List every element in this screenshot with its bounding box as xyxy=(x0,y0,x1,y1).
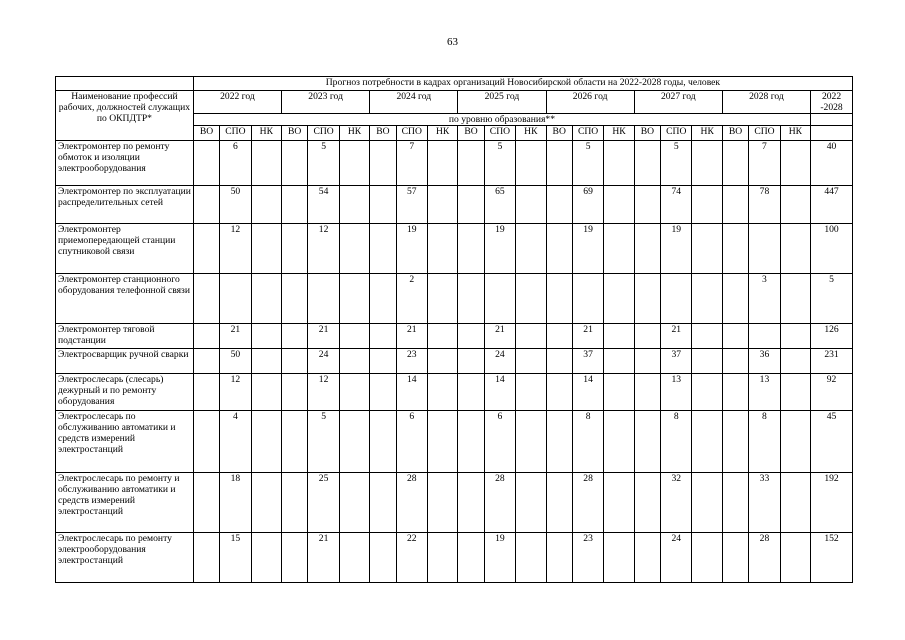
total-value: 40 xyxy=(811,141,853,186)
profession-name: Электромонтер станционного оборудования телефонной связи xyxy=(56,274,194,324)
nk-cell xyxy=(427,186,457,224)
spo-value xyxy=(572,274,603,324)
education-level-subheader: СПО xyxy=(308,126,339,141)
nk-cell xyxy=(427,374,457,411)
nk-cell xyxy=(692,141,722,186)
spo-value: 5 xyxy=(661,141,692,186)
vo-cell xyxy=(458,324,484,349)
nk-cell xyxy=(251,324,281,349)
total-value: 5 xyxy=(811,274,853,324)
spo-value: 78 xyxy=(749,186,780,224)
nk-cell xyxy=(780,324,810,349)
nk-cell xyxy=(516,349,546,374)
spo-value: 21 xyxy=(484,324,515,349)
education-level-subheader: ВО xyxy=(370,126,396,141)
vo-cell xyxy=(634,349,660,374)
vo-cell xyxy=(458,141,484,186)
vo-cell xyxy=(546,374,572,411)
vo-cell xyxy=(634,224,660,274)
vo-cell xyxy=(193,533,219,583)
nk-cell xyxy=(516,473,546,533)
total-value: 447 xyxy=(811,186,853,224)
nk-cell xyxy=(251,224,281,274)
vo-cell xyxy=(370,186,396,224)
spo-value: 24 xyxy=(308,349,339,374)
vo-cell xyxy=(722,374,748,411)
vo-cell xyxy=(370,533,396,583)
spo-value: 23 xyxy=(572,533,603,583)
spo-value: 7 xyxy=(396,141,427,186)
nk-cell xyxy=(780,186,810,224)
year-header: 2027 год xyxy=(634,91,722,114)
vo-cell xyxy=(634,533,660,583)
nk-cell xyxy=(780,473,810,533)
vo-cell xyxy=(634,186,660,224)
vo-cell xyxy=(193,374,219,411)
vo-cell xyxy=(193,324,219,349)
table-row xyxy=(56,411,853,473)
nk-cell xyxy=(427,141,457,186)
spo-value: 21 xyxy=(661,324,692,349)
spo-value: 37 xyxy=(572,349,603,374)
nk-cell xyxy=(780,224,810,274)
spo-value: 21 xyxy=(308,533,339,583)
vo-cell xyxy=(370,473,396,533)
nk-cell xyxy=(692,186,722,224)
vo-cell xyxy=(722,473,748,533)
nk-cell xyxy=(692,411,722,473)
nk-cell xyxy=(604,274,634,324)
education-level-subheader: ВО xyxy=(282,126,308,141)
spo-value: 15 xyxy=(220,533,251,583)
table-row xyxy=(56,141,853,186)
table-row xyxy=(56,533,853,583)
vo-cell xyxy=(458,533,484,583)
table-row xyxy=(56,374,853,411)
education-level-subheader: НК xyxy=(339,126,369,141)
profession-name: Электромонтер приемопередающей станции спутниковой связи xyxy=(56,224,194,274)
spo-value: 32 xyxy=(661,473,692,533)
profession-name: Электромонтер по ремонту обмоток и изоляции электрооборудования xyxy=(56,141,194,186)
profession-name: Электросварщик ручной сварки xyxy=(56,349,194,374)
spo-value: 28 xyxy=(749,533,780,583)
spo-value: 33 xyxy=(749,473,780,533)
spo-value: 6 xyxy=(220,141,251,186)
vo-cell xyxy=(193,274,219,324)
spo-value: 5 xyxy=(572,141,603,186)
table-row xyxy=(56,224,853,274)
spo-value: 24 xyxy=(484,349,515,374)
total-header: 2022 -2028 xyxy=(811,91,853,114)
vo-cell xyxy=(722,224,748,274)
spo-value xyxy=(308,274,339,324)
profession-name: Электромонтер по эксплуатации распределительных сетей xyxy=(56,186,194,224)
spo-value: 12 xyxy=(308,224,339,274)
nk-cell xyxy=(604,473,634,533)
nk-cell xyxy=(692,473,722,533)
spo-value: 65 xyxy=(484,186,515,224)
nk-cell xyxy=(339,374,369,411)
spo-value: 19 xyxy=(572,224,603,274)
nk-cell xyxy=(251,141,281,186)
table-row xyxy=(56,186,853,224)
nk-cell xyxy=(516,274,546,324)
spo-value: 28 xyxy=(572,473,603,533)
vo-cell xyxy=(282,533,308,583)
profession-name: Электрослесарь по ремонту электрооборудования электростанций xyxy=(56,533,194,583)
spo-value xyxy=(220,274,251,324)
vo-cell xyxy=(722,324,748,349)
vo-cell xyxy=(546,274,572,324)
nk-cell xyxy=(339,186,369,224)
nk-cell xyxy=(339,274,369,324)
year-header: 2023 год xyxy=(282,91,370,114)
profession-name: Электрослесарь по обслуживанию автоматики и средств измерений электростанций xyxy=(56,411,194,473)
nk-cell xyxy=(427,411,457,473)
vo-cell xyxy=(282,324,308,349)
vo-cell xyxy=(458,224,484,274)
nk-cell xyxy=(516,186,546,224)
education-level-subheader: НК xyxy=(780,126,810,141)
spo-value: 14 xyxy=(572,374,603,411)
nk-cell xyxy=(516,533,546,583)
total-value: 92 xyxy=(811,374,853,411)
vo-cell xyxy=(546,224,572,274)
nk-cell xyxy=(427,274,457,324)
nk-cell xyxy=(780,141,810,186)
nk-cell xyxy=(427,349,457,374)
vo-cell xyxy=(282,224,308,274)
nk-cell xyxy=(339,324,369,349)
spo-value: 19 xyxy=(484,533,515,583)
education-level-header: по уровню образования** xyxy=(193,114,810,126)
nk-cell xyxy=(692,324,722,349)
forecast-table xyxy=(55,76,853,583)
vo-cell xyxy=(193,349,219,374)
nk-cell xyxy=(692,374,722,411)
nk-cell xyxy=(427,224,457,274)
vo-cell xyxy=(370,324,396,349)
vo-cell xyxy=(722,141,748,186)
vo-cell xyxy=(722,274,748,324)
vo-cell xyxy=(370,141,396,186)
vo-cell xyxy=(193,186,219,224)
forecast-header: Прогноз потребности в кадрах организаций Новосибирской области на 2022-2028 годы, человек xyxy=(193,77,852,91)
vo-cell xyxy=(634,473,660,533)
table-row xyxy=(56,473,853,533)
education-level-subheader: ВО xyxy=(193,126,219,141)
spo-value: 28 xyxy=(396,473,427,533)
vo-cell xyxy=(458,349,484,374)
spo-value: 8 xyxy=(661,411,692,473)
vo-cell xyxy=(282,374,308,411)
vo-cell xyxy=(634,374,660,411)
vo-cell xyxy=(458,374,484,411)
nk-cell xyxy=(516,374,546,411)
vo-cell xyxy=(370,374,396,411)
nk-cell xyxy=(604,224,634,274)
nk-cell xyxy=(604,374,634,411)
education-level-subheader: СПО xyxy=(396,126,427,141)
spo-value: 19 xyxy=(396,224,427,274)
table-row xyxy=(56,324,853,349)
vo-cell xyxy=(546,349,572,374)
spo-value xyxy=(484,274,515,324)
nk-cell xyxy=(251,374,281,411)
nk-cell xyxy=(339,224,369,274)
nk-cell xyxy=(780,374,810,411)
spo-value: 14 xyxy=(396,374,427,411)
nk-cell xyxy=(516,224,546,274)
spo-value: 24 xyxy=(661,533,692,583)
spo-value: 4 xyxy=(220,411,251,473)
education-level-subheader: НК xyxy=(427,126,457,141)
vo-cell xyxy=(282,411,308,473)
nk-cell xyxy=(251,411,281,473)
nk-cell xyxy=(780,411,810,473)
vo-cell xyxy=(722,411,748,473)
nk-cell xyxy=(516,141,546,186)
education-level-subheader: ВО xyxy=(634,126,660,141)
spo-value: 54 xyxy=(308,186,339,224)
vo-cell xyxy=(282,349,308,374)
spo-value: 6 xyxy=(396,411,427,473)
table-row xyxy=(56,274,853,324)
vo-cell xyxy=(722,533,748,583)
vo-cell xyxy=(634,324,660,349)
vo-cell xyxy=(546,411,572,473)
nk-cell xyxy=(604,186,634,224)
vo-cell xyxy=(370,224,396,274)
nk-cell xyxy=(692,224,722,274)
spo-value: 19 xyxy=(484,224,515,274)
nk-cell xyxy=(251,186,281,224)
spo-value: 23 xyxy=(396,349,427,374)
spo-value: 74 xyxy=(661,186,692,224)
spo-value: 3 xyxy=(749,274,780,324)
nk-cell xyxy=(780,274,810,324)
spo-value: 2 xyxy=(396,274,427,324)
education-level-subheader: НК xyxy=(251,126,281,141)
table-row xyxy=(56,349,853,374)
nk-cell xyxy=(780,349,810,374)
nk-cell xyxy=(339,473,369,533)
profession-name-header: Наименование профессий рабочих, должностей служащих по ОКПДТР* xyxy=(56,91,194,141)
spo-value: 21 xyxy=(308,324,339,349)
profession-name: Электрослесарь по ремонту и обслуживанию автоматики и средств измерений электростанций xyxy=(56,473,194,533)
nk-cell xyxy=(604,349,634,374)
spo-value: 8 xyxy=(749,411,780,473)
spo-value: 18 xyxy=(220,473,251,533)
spo-value xyxy=(749,224,780,274)
vo-cell xyxy=(458,274,484,324)
year-header: 2022 год xyxy=(193,91,281,114)
year-header: 2026 год xyxy=(546,91,634,114)
total-value: 100 xyxy=(811,224,853,274)
nk-cell xyxy=(427,533,457,583)
spo-value: 22 xyxy=(396,533,427,583)
year-header: 2025 год xyxy=(458,91,546,114)
spo-value: 12 xyxy=(220,374,251,411)
education-level-subheader: СПО xyxy=(484,126,515,141)
profession-name: Электромонтер тяговой подстанции xyxy=(56,324,194,349)
total-value: 192 xyxy=(811,473,853,533)
vo-cell xyxy=(193,224,219,274)
vo-cell xyxy=(282,186,308,224)
spo-value: 28 xyxy=(484,473,515,533)
vo-cell xyxy=(722,186,748,224)
education-level-subheader: ВО xyxy=(722,126,748,141)
spo-value: 8 xyxy=(572,411,603,473)
vo-cell xyxy=(546,533,572,583)
nk-cell xyxy=(692,274,722,324)
spo-value: 25 xyxy=(308,473,339,533)
spo-value: 13 xyxy=(749,374,780,411)
education-level-subheader: СПО xyxy=(661,126,692,141)
vo-cell xyxy=(546,186,572,224)
nk-cell xyxy=(604,324,634,349)
nk-cell xyxy=(339,533,369,583)
spo-value xyxy=(749,324,780,349)
nk-cell xyxy=(516,324,546,349)
vo-cell xyxy=(458,186,484,224)
nk-cell xyxy=(427,473,457,533)
spo-value: 21 xyxy=(396,324,427,349)
nk-cell xyxy=(251,274,281,324)
vo-cell xyxy=(634,141,660,186)
year-header: 2024 год xyxy=(370,91,458,114)
nk-cell xyxy=(692,349,722,374)
spo-value: 12 xyxy=(308,374,339,411)
vo-cell xyxy=(282,274,308,324)
vo-cell xyxy=(546,324,572,349)
spo-value: 14 xyxy=(484,374,515,411)
nk-cell xyxy=(251,349,281,374)
profession-name: Электрослесарь (слесарь) дежурный и по ремонту оборудования xyxy=(56,374,194,411)
education-level-subheader: СПО xyxy=(749,126,780,141)
total-value: 45 xyxy=(811,411,853,473)
vo-cell xyxy=(282,141,308,186)
vo-cell xyxy=(634,274,660,324)
nk-cell xyxy=(692,533,722,583)
spo-value: 19 xyxy=(661,224,692,274)
vo-cell xyxy=(193,411,219,473)
spo-value: 21 xyxy=(572,324,603,349)
spo-value: 37 xyxy=(661,349,692,374)
year-header: 2028 год xyxy=(722,91,810,114)
page-number: 63 xyxy=(447,36,458,48)
nk-cell xyxy=(427,324,457,349)
vo-cell xyxy=(546,141,572,186)
vo-cell xyxy=(193,141,219,186)
total-value: 152 xyxy=(811,533,853,583)
spo-value: 12 xyxy=(220,224,251,274)
spo-value: 50 xyxy=(220,349,251,374)
nk-cell xyxy=(251,473,281,533)
vo-cell xyxy=(634,411,660,473)
education-level-subheader: НК xyxy=(516,126,546,141)
spo-value: 5 xyxy=(308,411,339,473)
spo-value: 6 xyxy=(484,411,515,473)
education-level-subheader: СПО xyxy=(220,126,251,141)
spo-value: 69 xyxy=(572,186,603,224)
vo-cell xyxy=(458,411,484,473)
spo-value: 13 xyxy=(661,374,692,411)
spo-value: 57 xyxy=(396,186,427,224)
vo-cell xyxy=(282,473,308,533)
nk-cell xyxy=(604,141,634,186)
vo-cell xyxy=(546,473,572,533)
education-level-subheader: ВО xyxy=(546,126,572,141)
spo-value: 36 xyxy=(749,349,780,374)
nk-cell xyxy=(780,533,810,583)
total-value: 231 xyxy=(811,349,853,374)
education-level-subheader: НК xyxy=(604,126,634,141)
nk-cell xyxy=(339,349,369,374)
vo-cell xyxy=(722,349,748,374)
spo-value: 7 xyxy=(749,141,780,186)
vo-cell xyxy=(370,411,396,473)
spo-value: 50 xyxy=(220,186,251,224)
vo-cell xyxy=(193,473,219,533)
nk-cell xyxy=(604,411,634,473)
nk-cell xyxy=(516,411,546,473)
nk-cell xyxy=(339,411,369,473)
spo-value: 5 xyxy=(484,141,515,186)
spo-value xyxy=(661,274,692,324)
total-value: 126 xyxy=(811,324,853,349)
vo-cell xyxy=(370,349,396,374)
spo-value: 21 xyxy=(220,324,251,349)
education-level-subheader: ВО xyxy=(458,126,484,141)
nk-cell xyxy=(339,141,369,186)
spo-value: 5 xyxy=(308,141,339,186)
vo-cell xyxy=(370,274,396,324)
nk-cell xyxy=(604,533,634,583)
education-level-subheader: НК xyxy=(692,126,722,141)
education-level-subheader: СПО xyxy=(572,126,603,141)
nk-cell xyxy=(251,533,281,583)
vo-cell xyxy=(458,473,484,533)
